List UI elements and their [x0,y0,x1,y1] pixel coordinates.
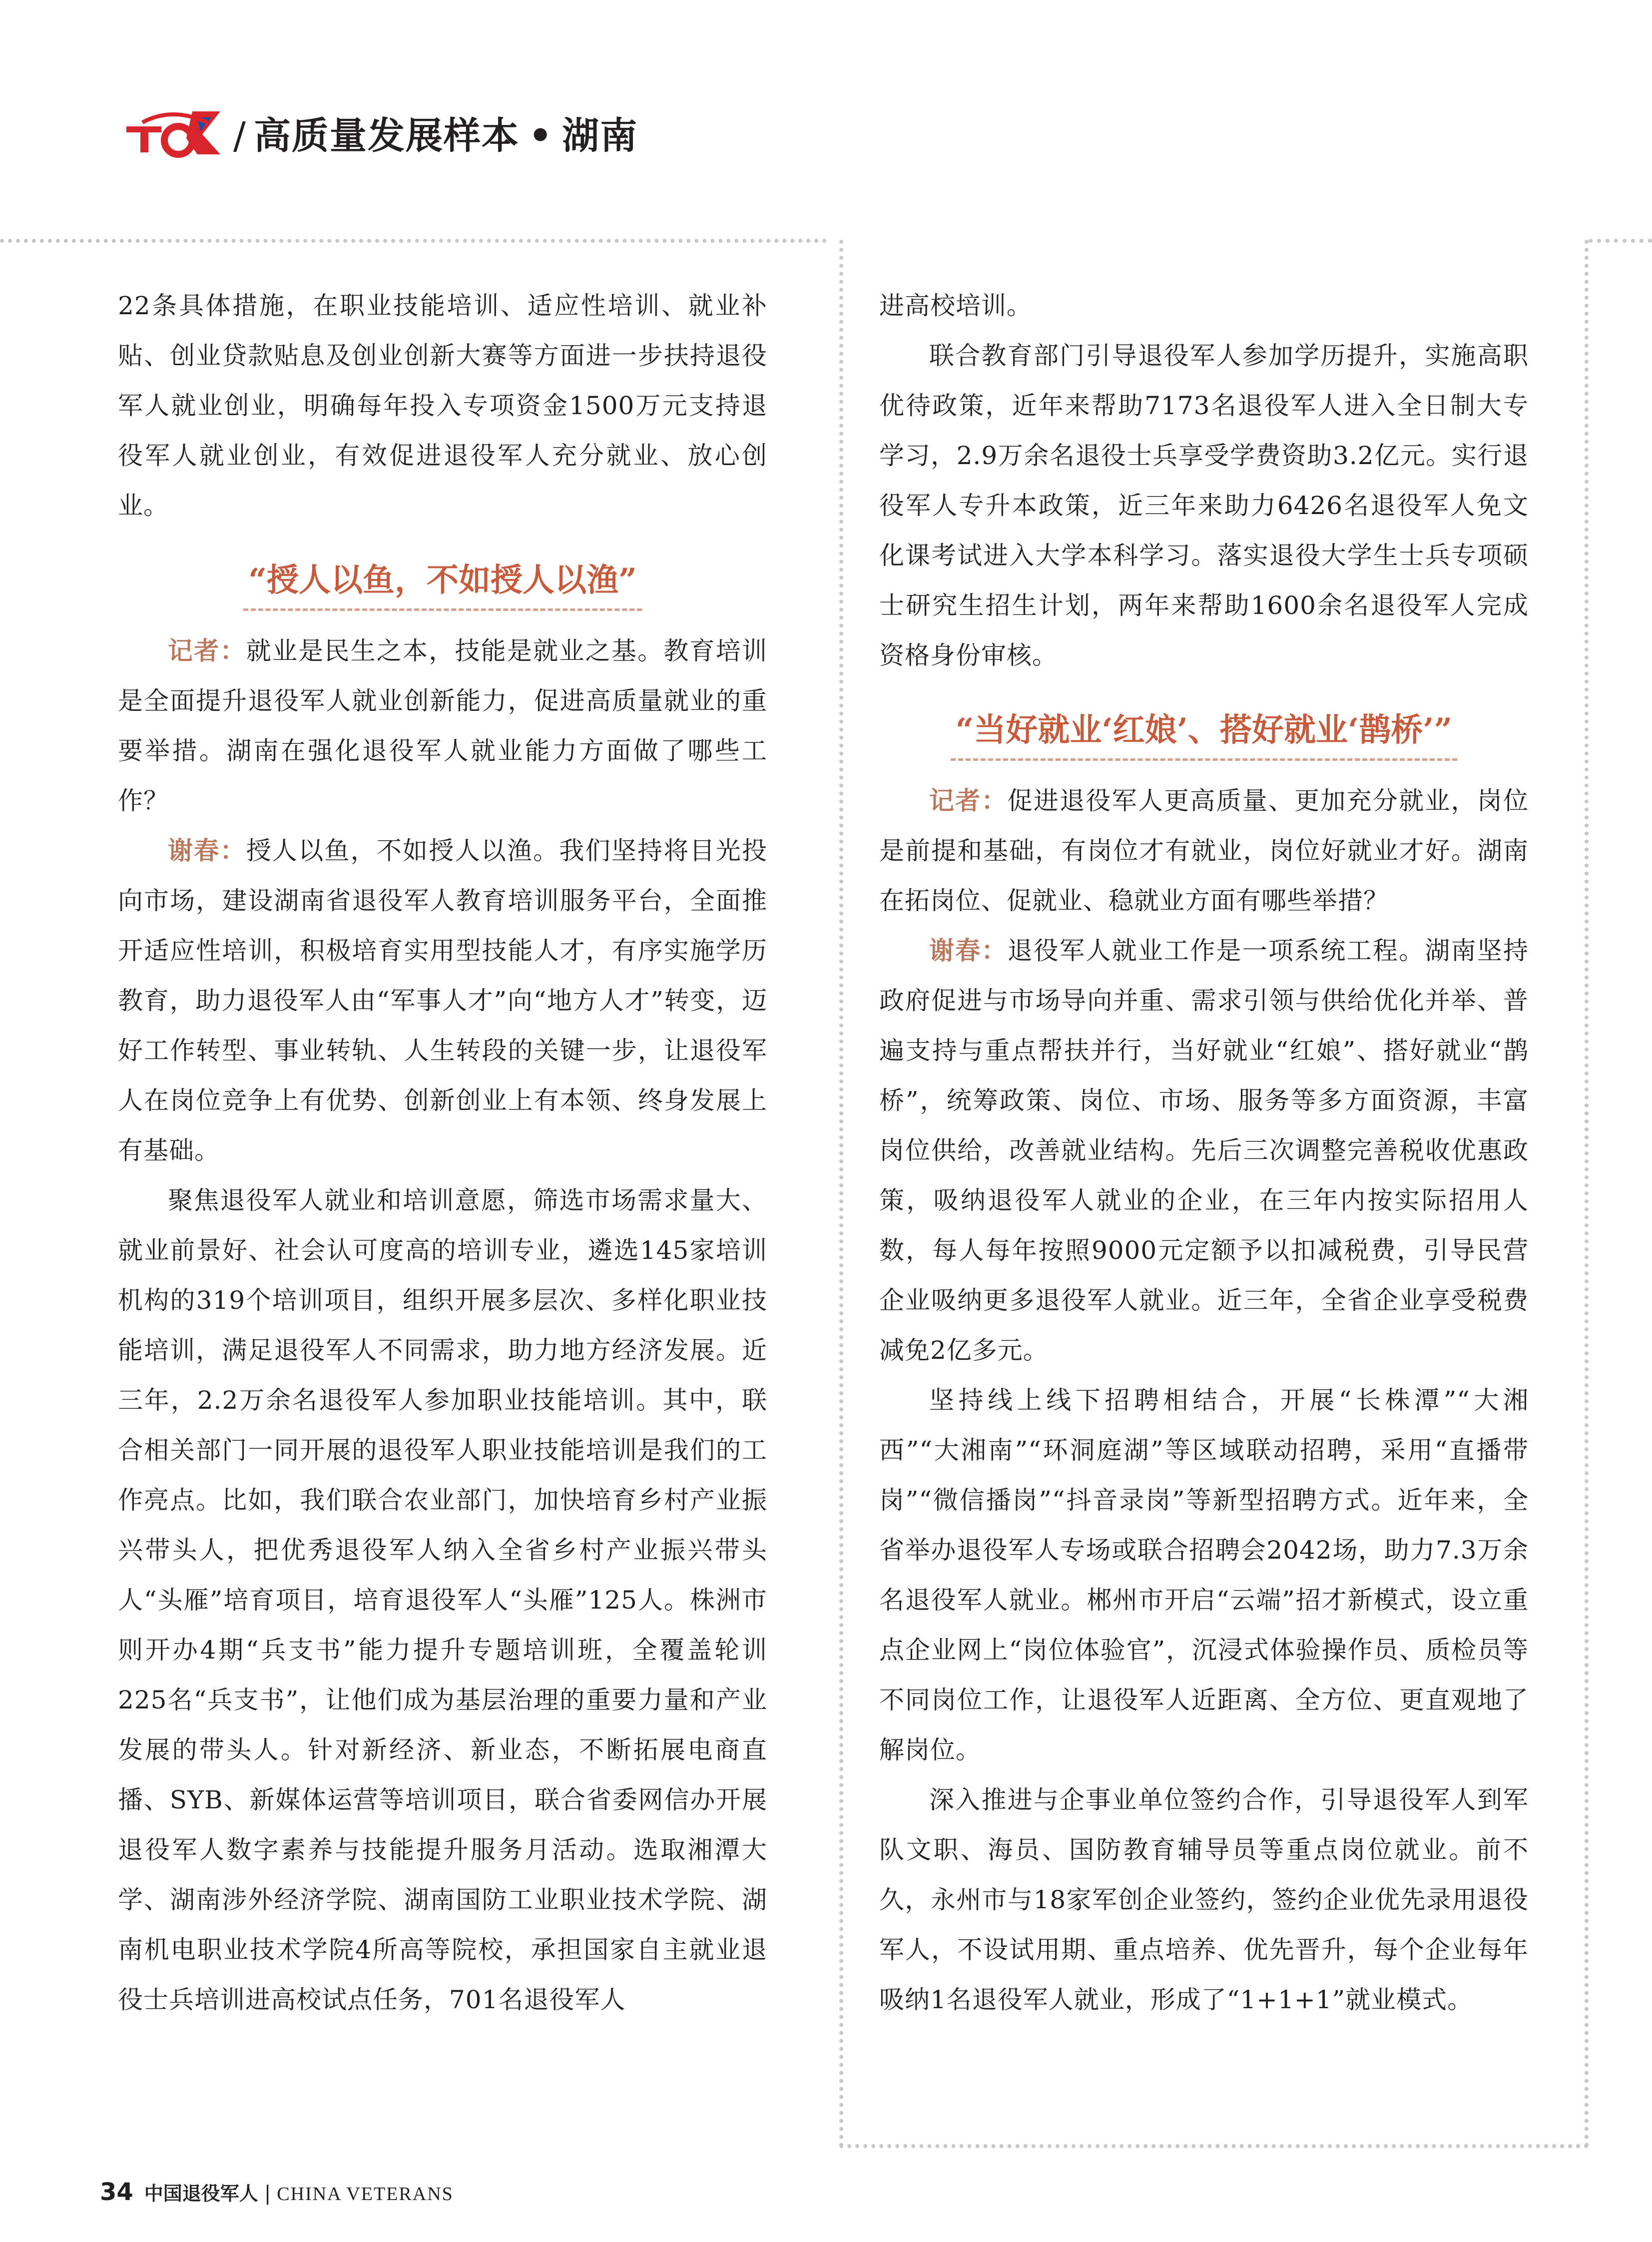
header-region: 湖南 [562,114,638,157]
header-title-text: 高质量发展样本 [253,114,520,157]
header-dot: • [528,114,553,157]
page-number: 34 [100,2178,133,2206]
left-column [118,281,767,2025]
section-heading-1-text: “授人以鱼，不如授人以渔” [243,556,642,611]
section-heading-2 [879,705,1529,761]
right-paragraph-2: 坚持线上线下招聘相结合，开展“长株潭”“大湘西”“大湘南”“环洞庭湖”等区域联动招聘，采用“直播带岗”“微信播岗”“抖音录岗”等新型招聘方式。近年来，全省举办退役军人专场或联合招聘会2042场，助力7.3万余名退役军人就业。郴州市开启“云端”招才新模式，设立重点企业网上“岗位体验官”，沉浸式体验操作员、质检员等不同岗位工作，让退役军人近距离、全方位、更直观地了解岗位。 [879,1386,1529,1764]
magazine-logo-icon [122,102,222,162]
interviewee-label: 谢春： [929,936,1008,965]
top-dotted-rule-right [1589,239,1652,243]
magazine-english-name: CHINA VETERANS [277,2184,454,2205]
top-dotted-rule [0,239,827,243]
interview-answer-1 [118,826,767,1175]
footer-separator: | [264,2182,271,2205]
interview-question-1 [118,626,767,826]
right-paragraph-1: 联合教育部门引导退役军人参加学历提升，实施高职优待政策，近年来帮助7173名退役军人进入全日制大专学习，2.9万余名退役士兵享受学费资助3.2亿元。实行退役军人专升本政策，近三年来助力6426名退役军人免文化课考试进入大学本科学习。落实退役大学生士兵专项硕士研究生招生计划，两年来帮助1600余名退役军人完成资格身份审核。 [879,341,1529,670]
right-paragraph-3: 深入推进与企事业单位签约合作，引导退役军人到军队文职、海员、国防教育辅导员等重点岗位就业。前不久，永州市与18家军创企业签约，签约企业优先录用退役军人，不设试用期、重点培养、优先晋升，每个企业每年吸纳1名退役军人就业，形成了“1+1+1”就业模式。 [879,1785,1529,2014]
reporter-label: 记者： [168,636,246,665]
answer-2-text: 退役军人就业工作是一项系统工程。湖南坚持政府促进与市场导向并重、需求引领与供给优化并举、普遍支持与重点帮扶并行，当好就业“红娘”、搭好就业“鹊桥”，统筹政策、岗位、市场、服务等多方面资源，丰富岗位供给，改善就业结构。先后三次调整完善税收优惠政策，吸纳退役军人就业的企业，在三年内按实际招用人数，每人每年按照9000元定额予以扣减税费，引导民营企业吸纳更多退役军人就业。近三年，全省企业享受税费减免2亿多元。 [879,936,1529,1365]
section-heading-2-text: “当好就业‘红娘’、搭好就业‘鹊桥’” [951,705,1458,761]
left-paragraph-2: 聚焦退役军人就业和培训意愿，筛选市场需求量大、就业前景好、社会认可度高的培训专业，遴选145家培训机构的319个培训项目，组织开展多层次、多样化职业技能培训，满足退役军人不同需求，助力地方经济发展。近三年，2.2万余名退役军人参加职业技能培训。其中，联合相关部门一同开展的退役军人职业技能培训是我们的工作亮点。比如，我们联合农业部门，加快培育乡村产业振兴带头人，把优秀退役军人纳入全省乡村产业振兴带头人“头雁”培育项目，培育退役军人“头雁”125人。株洲市则开办4期“兵支书”能力提升专题培训班，全覆盖轮训225名“兵支书”，让他们成为基层治理的重要力量和产业发展的带头人。针对新经济、新业态，不断拓展电商直播、SYB、新媒体运营等培训项目，联合省委网信办开展退役军人数字素养与技能提升服务月活动。选取湘潭大学、湖南涉外经济学院、湖南国防工业职业技术学院、湖南机电职业技术学院4所高等院校，承担国家自主就业退役士兵培训进高校试点任务，701名退役军人 [118,1186,767,2014]
interviewee-label: 谢春： [168,836,246,865]
section-heading-1 [118,556,767,611]
section-title [233,106,638,159]
left-paragraph-1: 22条具体措施，在职业技能培训、适应性培训、就业补贴、创业贷款贴息及创业创新大赛等方面进一步扶持退役军人就业创业，明确每年投入专项资金1500万元支持退役军人就业创业，有效促进退役军人充分就业、放心创业。 [118,291,767,520]
right-column [879,281,1529,2025]
page-header [122,97,822,177]
question-1-text: 就业是民生之本，技能是就业之基。教育培训是全面提升退役军人就业创新能力，促进高质量就业的重要举措。湖南在强化退役军人就业能力方面做了哪些工作？ [118,636,768,815]
header-separator: / [233,114,247,157]
reporter-label: 记者： [929,786,1008,815]
interview-question-2 [879,776,1529,926]
question-2-text: 促进退役军人更高质量、更加充分就业，岗位是前提和基础，有岗位才有就业，岗位好就业才好。湖南在拓岗位、促就业、稳就业方面有哪些举措？ [879,786,1529,915]
right-paragraph-0: 进高校培训。 [879,291,1032,320]
interview-answer-2 [879,926,1529,1375]
magazine-name: 中国退役军人 [144,2183,258,2205]
answer-1-text: 授人以鱼，不如授人以渔。我们坚持将目光投向市场，建设湖南省退役军人教育培训服务平台，全面推开适应性培训，积极培育实用型技能人才，有序实施学历教育，助力退役军人由“军事人才”向“地方人才”转变，迈好工作转型、事业转轨、人生转段的关键一步，让退役军人在岗位竞争上有优势、创新创业上有本领、终身发展上有基础。 [118,836,768,1165]
page-footer [100,2178,454,2218]
